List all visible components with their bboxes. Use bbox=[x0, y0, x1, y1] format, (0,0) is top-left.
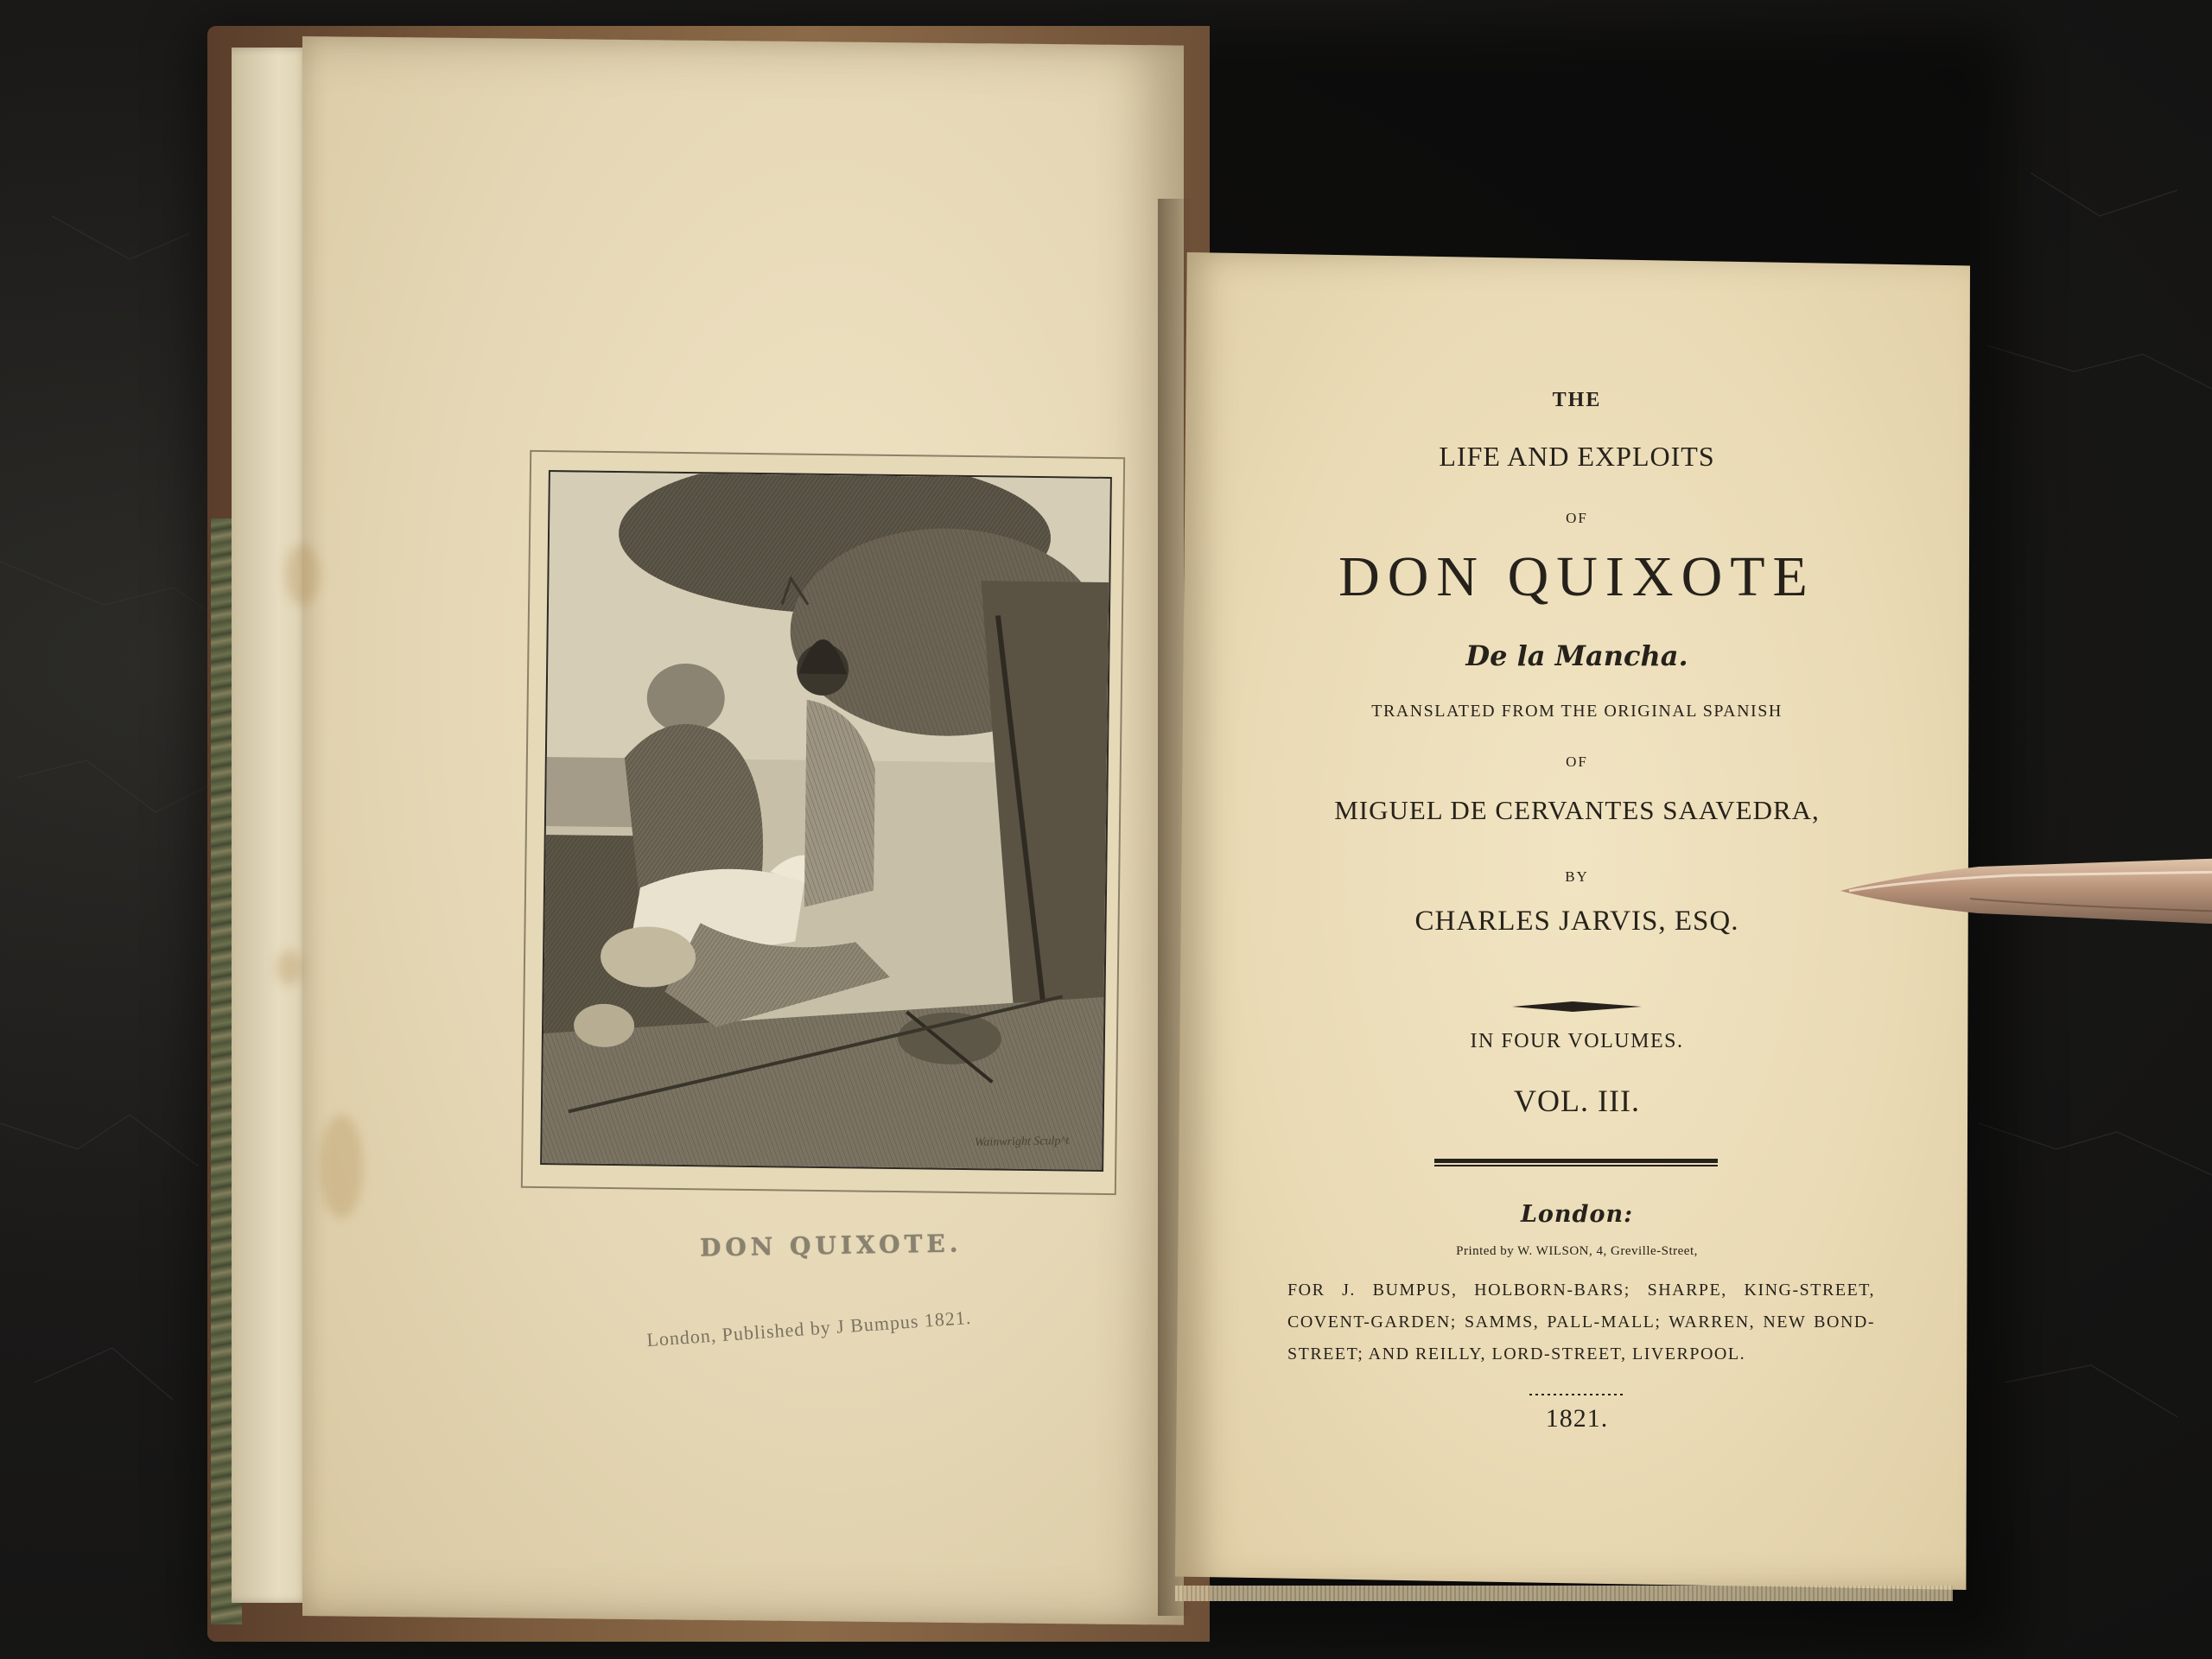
plate-imprint: London, Published by J Bumpus 1821. bbox=[645, 1306, 973, 1351]
title-volume-number: VOL. III. bbox=[1514, 1084, 1640, 1118]
engraver-credit: Wainwright Sculp^t bbox=[974, 1135, 1070, 1149]
imprint-printer: Printed by W. WILSON, 4, Greville-Street, bbox=[1456, 1244, 1698, 1258]
title-life-and-exploits: LIFE AND EXPLOITS bbox=[1439, 441, 1715, 472]
engraving-image bbox=[540, 470, 1112, 1172]
title-de-la-mancha: De la Mancha. bbox=[1465, 639, 1688, 672]
foxing-spot bbox=[285, 544, 320, 605]
title-by: BY bbox=[1565, 868, 1589, 885]
page-edges bbox=[1175, 1586, 1953, 1601]
double-rule bbox=[1434, 1158, 1718, 1168]
title-don-quixote: DON QUIXOTE bbox=[1338, 545, 1815, 608]
dotted-rule bbox=[1529, 1391, 1624, 1398]
pen-pointer bbox=[1840, 842, 2212, 938]
imprint-city: London: bbox=[1520, 1201, 1634, 1228]
imprint-booksellers: FOR J. BUMPUS, HOLBORN-BARS; SHARPE, KING-STREET, COVENT-GARDEN; SAMMS, PALL-MALL; WARREN, NEW BOND-STREET; AND REILLY, LORD-STREET, LIVERPOOL. bbox=[1287, 1281, 1875, 1363]
plate-caption: DON QUIXOTE. bbox=[699, 1229, 963, 1262]
title-of-2: OF bbox=[1566, 753, 1588, 770]
title-translated-from: TRANSLATED FROM THE ORIGINAL SPANISH bbox=[1371, 702, 1783, 721]
title-of: OF bbox=[1566, 510, 1588, 526]
title-author: MIGUEL DE CERVANTES SAAVEDRA, bbox=[1334, 795, 1820, 825]
endleaf bbox=[232, 48, 309, 1603]
title-volumes: IN FOUR VOLUMES. bbox=[1470, 1030, 1684, 1052]
title-the: THE bbox=[1552, 389, 1602, 411]
foxing-spot bbox=[276, 950, 302, 985]
imprint-year: 1821. bbox=[1545, 1404, 1609, 1433]
foxing-spot bbox=[320, 1115, 363, 1218]
engraving-illustration bbox=[542, 472, 1110, 1170]
title-translator: CHARLES JARVIS, ESQ. bbox=[1414, 906, 1739, 937]
ornamental-rule bbox=[1434, 989, 1719, 1024]
